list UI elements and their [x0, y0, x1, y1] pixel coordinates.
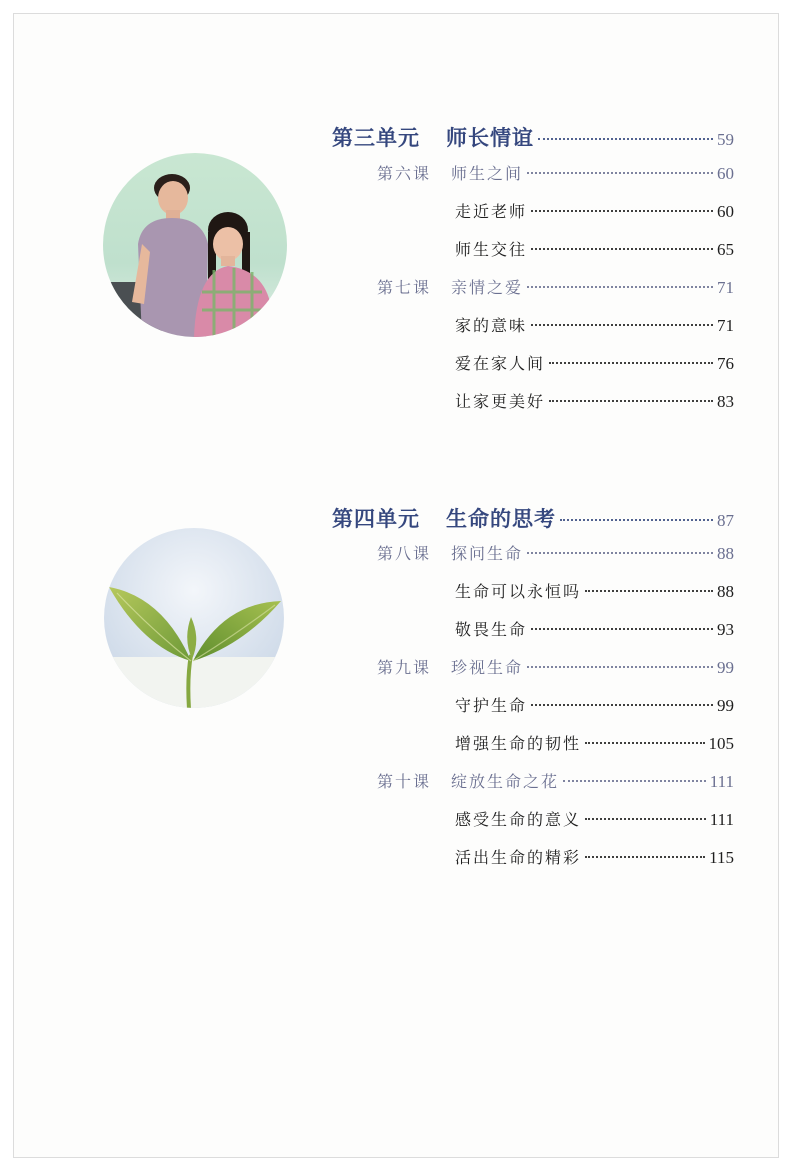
leader-dots: [585, 856, 705, 858]
leader-dots: [538, 138, 713, 140]
toc-lesson-10[interactable]: 第十课 绽放生命之花 111: [377, 772, 734, 791]
toc-section[interactable]: 生命可以永恒吗 88: [455, 582, 734, 601]
toc-section[interactable]: 师生交往 65: [455, 240, 734, 259]
toc-unit-3[interactable]: 第三单元 师长情谊 59: [332, 125, 734, 150]
toc-lesson-8[interactable]: 第八课 探问生命 88: [377, 544, 734, 563]
book-page: [13, 13, 779, 1158]
toc-section[interactable]: 敬畏生命 93: [455, 620, 734, 639]
leader-dots: [560, 519, 713, 521]
toc-section[interactable]: 守护生命 99: [455, 696, 734, 715]
leader-dots: [531, 628, 713, 630]
teacher-student-photo: [102, 152, 288, 338]
toc-lesson-9[interactable]: 第九课 珍视生命 99: [377, 658, 734, 677]
toc-section[interactable]: 爱在家人间 76: [455, 354, 734, 373]
leader-dots: [549, 400, 713, 402]
leader-dots: [549, 362, 713, 364]
toc-section[interactable]: 增强生命的韧性 105: [455, 734, 734, 753]
leader-dots: [527, 666, 713, 668]
seedling-photo: [103, 527, 285, 709]
toc-section[interactable]: 走近老师 60: [455, 202, 734, 221]
leader-dots: [531, 210, 713, 212]
toc-section[interactable]: 家的意味 71: [455, 316, 734, 335]
toc-lesson-6[interactable]: 第六课 师生之间 60: [377, 164, 734, 183]
leader-dots: [531, 324, 713, 326]
toc-lesson-7[interactable]: 第七课 亲情之爱 71: [377, 278, 734, 297]
leader-dots: [585, 818, 706, 820]
toc-section[interactable]: 活出生命的精彩 115: [455, 848, 734, 867]
leader-dots: [527, 552, 713, 554]
leader-dots: [527, 286, 713, 288]
toc-section[interactable]: 感受生命的意义 111: [455, 810, 734, 829]
leader-dots: [527, 172, 713, 174]
leader-dots: [585, 590, 713, 592]
leader-dots: [531, 248, 713, 250]
leader-dots: [563, 780, 706, 782]
leader-dots: [531, 704, 713, 706]
toc-unit-4[interactable]: 第四单元 生命的思考 87: [332, 506, 734, 531]
leader-dots: [585, 742, 704, 744]
toc-section[interactable]: 让家更美好 83: [455, 392, 734, 411]
